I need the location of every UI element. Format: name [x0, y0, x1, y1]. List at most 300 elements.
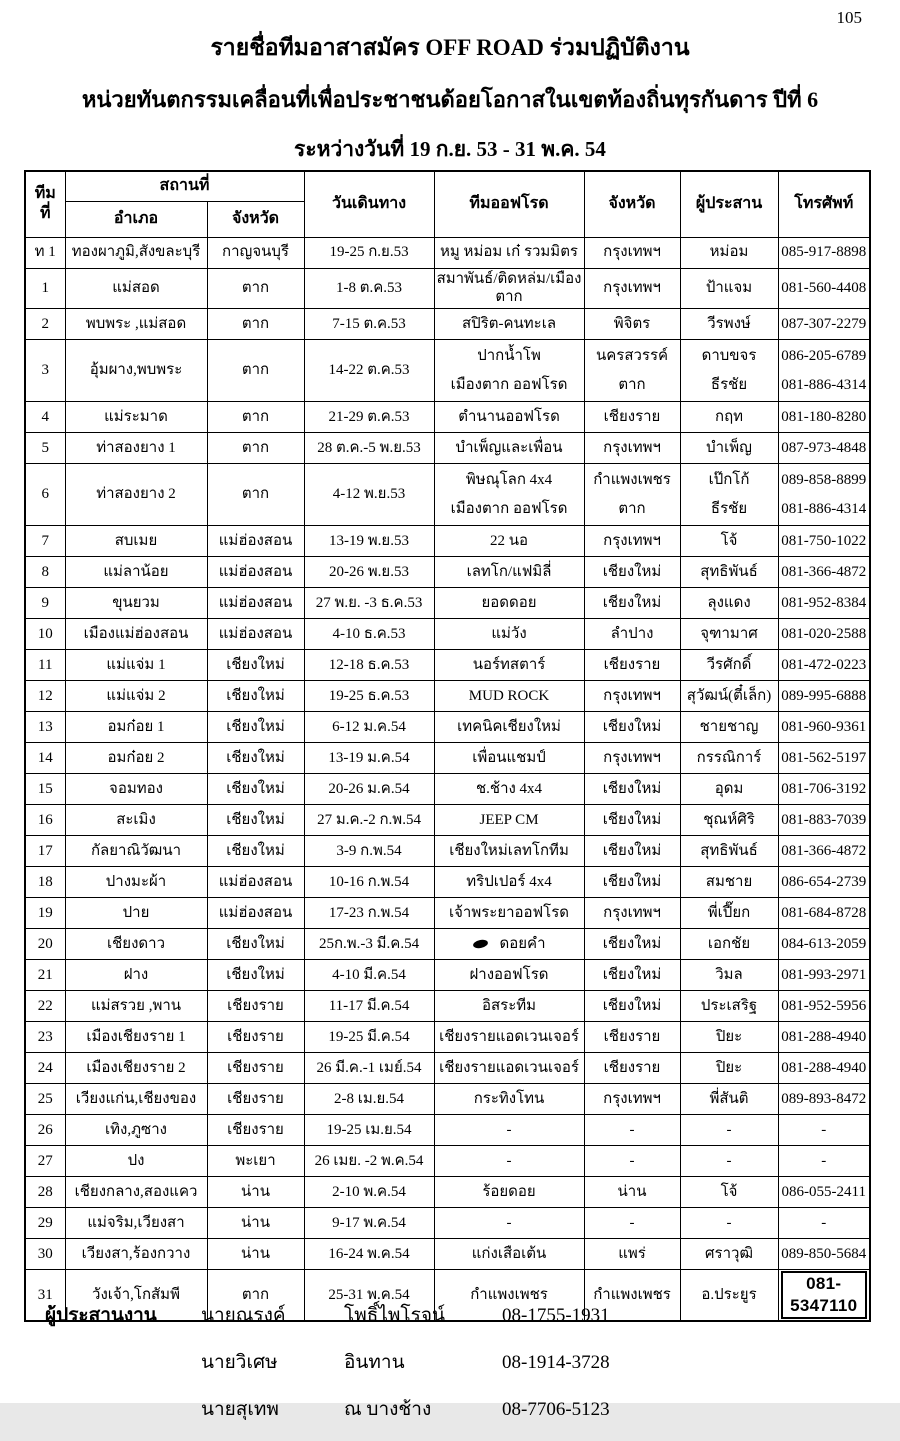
cell-date — [304, 650, 434, 681]
cell-changwat — [207, 1146, 304, 1177]
cell-amphoe — [65, 650, 207, 681]
table-row — [25, 268, 870, 309]
table-row — [25, 1146, 870, 1177]
cell-changwat — [207, 309, 304, 340]
table-row — [25, 898, 870, 929]
cell-line: เป๊กโก้ — [708, 472, 750, 488]
cell-value: เชียงใหม่ — [602, 935, 662, 952]
title-line-2: หน่วยทันตกรรมเคลื่อนที่เพื่อประชาชนด้อยโอกาสในเขตท้องถิ่นทุรกันดาร ปีที่ 6 — [81, 87, 819, 112]
cell-value: แม่ฮ่องสอน — [218, 904, 293, 921]
cell-no — [25, 805, 65, 836]
cell-value: 089-850-5684 — [781, 1245, 867, 1262]
cell-changwat — [207, 340, 304, 402]
cell-value: 21 — [37, 966, 53, 983]
cell-coordinator — [680, 1022, 778, 1053]
cell-value: เวียงสา,ร้องกวาง — [81, 1245, 191, 1262]
cell-team-province — [584, 237, 680, 268]
cell-value: หมู หม่อม เก๋ รวมมิตร — [440, 244, 578, 261]
table-row — [25, 681, 870, 712]
cell-value: หม่อม — [709, 244, 749, 261]
cell-date — [304, 619, 434, 650]
cell-value: น่าน — [241, 1245, 270, 1262]
cell-phone — [778, 464, 870, 526]
cell-phone — [778, 712, 870, 743]
cell-value: แม่ฮ่องสอน — [218, 594, 293, 611]
cell-value: 081-366-4872 — [781, 842, 867, 859]
cell-amphoe — [65, 237, 207, 268]
cell-team-province — [584, 588, 680, 619]
cell-line: ตาก — [618, 500, 646, 517]
cell-team — [434, 464, 584, 526]
contact-phone: 08-7706-5123 — [502, 1399, 610, 1420]
cell-value: 081-288-4940 — [781, 1059, 867, 1076]
cell-amphoe — [65, 433, 207, 464]
cell-value: พะเยา — [235, 1152, 276, 1169]
contact-name: นายณรงค์ — [201, 1305, 286, 1326]
cell-amphoe — [65, 1177, 207, 1208]
cell-value: 13-19 พ.ย.53 — [329, 532, 409, 549]
cell-value: 19-25 เม.ย.54 — [326, 1121, 412, 1138]
cell-no — [25, 402, 65, 433]
cell-value: เชียงใหม่เลทโกทีม — [449, 842, 569, 859]
cell-value: 8 — [41, 563, 49, 580]
cell-value: เชียงใหม่ — [602, 594, 662, 611]
cell-coordinator — [680, 464, 778, 526]
cell-team-province — [584, 681, 680, 712]
cell-value: 19-25 ก.ย.53 — [329, 244, 409, 261]
cell-value: 081-750-1022 — [781, 532, 867, 549]
cell-value: ลุงแดง — [707, 594, 751, 611]
table-row — [25, 712, 870, 743]
header-phone: โทรศัพท์ — [778, 171, 870, 237]
cell-phone — [778, 1115, 870, 1146]
cell-value: 29 — [37, 1214, 53, 1231]
footer-row — [45, 1300, 610, 1330]
cell-value: 19-25 มี.ค.54 — [328, 1028, 410, 1045]
cell-changwat — [207, 526, 304, 557]
cell-team — [434, 712, 584, 743]
cell-value: - — [726, 1152, 732, 1169]
cell-value: 6-12 ม.ค.54 — [332, 718, 406, 735]
cell-value: 2-10 พ.ค.54 — [332, 1183, 406, 1200]
table-row — [25, 340, 870, 402]
table-row — [25, 402, 870, 433]
cell-value: 14-22 ต.ค.53 — [328, 362, 410, 379]
table-row — [25, 774, 870, 805]
cell-coordinator — [680, 309, 778, 340]
ink-blob-mark — [472, 939, 488, 950]
cell-team — [434, 1208, 584, 1239]
cell-value: อุ้มผาง,พบพระ — [89, 362, 183, 379]
cell-changwat — [207, 991, 304, 1022]
contact-phone: 08-1914-3728 — [502, 1352, 610, 1373]
cell-value: 24 — [37, 1059, 53, 1076]
cell-value: กฤท — [714, 408, 744, 425]
cell-team-province — [584, 774, 680, 805]
cell-value: เชียงใหม่ — [226, 935, 285, 952]
cell-value: แม่สรวย ,พาน — [90, 997, 182, 1014]
cell-value: ตาก — [241, 439, 270, 456]
table-header — [25, 171, 870, 237]
cell-no — [25, 526, 65, 557]
cell-date — [304, 743, 434, 774]
cell-value: 23 — [37, 1028, 53, 1045]
cell-team-province — [584, 464, 680, 526]
cell-team — [434, 402, 584, 433]
cell-team-province — [584, 836, 680, 867]
cell-no — [25, 712, 65, 743]
cell-phone — [778, 650, 870, 681]
cell-value: แพร่ — [618, 1245, 646, 1262]
cell-value: วังเจ้า,โกสัมพี — [92, 1286, 180, 1303]
cell-value: ยอดดอย — [481, 594, 537, 611]
cell-date — [304, 402, 434, 433]
cell-value: แม่ฮ่องสอน — [218, 873, 293, 890]
cell-team — [434, 588, 584, 619]
cell-value: 10 — [37, 625, 53, 642]
table-row — [25, 960, 870, 991]
cell-phone — [778, 526, 870, 557]
cell-value: 081-706-3192 — [781, 780, 867, 797]
cell-coordinator — [680, 991, 778, 1022]
cell-value: ท่าสองยาง 2 — [96, 486, 176, 503]
table-row — [25, 1115, 870, 1146]
cell-coordinator — [680, 433, 778, 464]
cell-value: 081-993-2971 — [781, 966, 867, 983]
cell-value: เชียงใหม่ — [226, 966, 285, 983]
cell-value: วีรศักดิ์ — [706, 656, 752, 673]
cell-team-province — [584, 960, 680, 991]
cell-value: แม่ลาน้อย — [103, 563, 169, 580]
table-row — [25, 929, 870, 960]
cell-date — [304, 929, 434, 960]
cell-team-province — [584, 433, 680, 464]
cell-value: - — [821, 1152, 827, 1169]
cell-value: ทองผาภูมิ,สังขละบุรี — [71, 244, 201, 261]
cell-team-province — [584, 1084, 680, 1115]
table-row — [25, 1053, 870, 1084]
cell-value: ประเสริฐ — [700, 997, 758, 1014]
cell-changwat — [207, 464, 304, 526]
cell-no — [25, 991, 65, 1022]
cell-value: - — [726, 1214, 732, 1231]
cell-coordinator — [680, 805, 778, 836]
cell-changwat — [207, 836, 304, 867]
cell-line: 081-886-4314 — [781, 500, 867, 517]
cell-value: 20-26 ม.ค.54 — [328, 780, 410, 797]
cell-team — [434, 619, 584, 650]
cell-phone — [778, 268, 870, 309]
cell-value: ชายชาญ — [699, 718, 759, 735]
contact-name: นายสุเทพ — [201, 1399, 279, 1420]
cell-team-province — [584, 650, 680, 681]
cell-value: ตาก — [241, 1286, 270, 1303]
cell-value: จอมทอง — [109, 780, 163, 797]
header-amphoe: อำเภอ — [65, 201, 207, 237]
cell-team-province — [584, 991, 680, 1022]
cell-value: 27 — [37, 1152, 53, 1169]
cell-coordinator — [680, 743, 778, 774]
cell-value: เอกชัย — [707, 935, 751, 952]
cell-value: สุทธิพันธ์ — [700, 563, 758, 580]
cell-changwat — [207, 712, 304, 743]
cell-changwat — [207, 588, 304, 619]
cell-team-province — [584, 619, 680, 650]
cell-coordinator — [680, 557, 778, 588]
footer-row — [45, 1347, 610, 1377]
cell-value: เชียงใหม่ — [226, 749, 285, 766]
cell-amphoe — [65, 681, 207, 712]
cell-value: ลำปาง — [610, 625, 654, 642]
cell-value: กรุงเทพฯ — [603, 279, 661, 296]
cell-value: ดอยคำ — [499, 935, 546, 952]
cell-amphoe — [65, 268, 207, 309]
cell-phone — [778, 1177, 870, 1208]
cell-phone — [778, 402, 870, 433]
cell-line: ธีรชัย — [710, 376, 748, 393]
cell-no — [25, 929, 65, 960]
cell-amphoe — [65, 1084, 207, 1115]
cell-value: 3-9 ก.พ.54 — [336, 842, 402, 859]
cell-changwat — [207, 650, 304, 681]
cell-coordinator — [680, 681, 778, 712]
cell-value: สุวัฒน์(ตี๋เล็ก) — [686, 687, 772, 704]
header-team-no — [25, 171, 65, 237]
cell-value: เชียงใหม่ — [226, 687, 285, 704]
cell-line: กำแพงเพชร — [593, 472, 671, 488]
cell-value: แม่แจ่ม 1 — [106, 656, 166, 673]
cell-value: อิสระทีม — [481, 997, 537, 1014]
cell-changwat — [207, 268, 304, 309]
cell-amphoe — [65, 1053, 207, 1084]
cell-value: เชียงใหม่ — [226, 718, 285, 735]
cell-value: กรุงเทพฯ — [603, 687, 661, 704]
title-block — [0, 0, 900, 166]
cell-no — [25, 1115, 65, 1146]
cell-value: 9-17 พ.ค.54 — [332, 1214, 406, 1231]
cell-date — [304, 960, 434, 991]
title-line-1: รายชื่อทีมอาสาสมัคร OFF ROAD ร่วมปฏิบัติงาน — [210, 35, 690, 60]
cell-amphoe — [65, 402, 207, 433]
cell-team — [434, 960, 584, 991]
cell-phone — [778, 991, 870, 1022]
cell-date — [304, 526, 434, 557]
cell-value: เวียงแก่น,เชียงของ — [75, 1090, 197, 1107]
cell-phone — [778, 433, 870, 464]
cell-value: กรุงเทพฯ — [603, 244, 661, 261]
cell-changwat — [207, 929, 304, 960]
cell-changwat — [207, 743, 304, 774]
cell-value: 081-020-2588 — [781, 625, 867, 642]
cell-value: - — [506, 1152, 512, 1169]
cell-phone — [778, 836, 870, 867]
cell-value: น่าน — [617, 1183, 647, 1200]
cell-value: กำแพงเพชร — [593, 1286, 671, 1303]
cell-no — [25, 1084, 65, 1115]
cell-value: ชุณห์ศิริ — [703, 811, 755, 828]
contact-surname: โพธิ์ไพโรจน์ — [344, 1305, 445, 1326]
cell-line: เมืองตาก ออฟโรด — [450, 500, 568, 517]
cell-amphoe — [65, 1208, 207, 1239]
cell-no — [25, 1239, 65, 1270]
cell-line: ดาบขจร — [701, 348, 757, 364]
cell-value: เชียงดาว — [106, 935, 165, 952]
cell-value: ตาก — [241, 408, 270, 425]
cell-no — [25, 960, 65, 991]
cell-value: ศราวุฒิ — [705, 1245, 753, 1262]
cell-coordinator — [680, 1053, 778, 1084]
cell-line: ธีรชัย — [710, 500, 748, 517]
cell-changwat — [207, 898, 304, 929]
cell-value: อมก๋อย 2 — [107, 749, 165, 766]
cell-date — [304, 1177, 434, 1208]
cell-date — [304, 557, 434, 588]
table-row — [25, 1208, 870, 1239]
cell-value: 081-952-8384 — [781, 594, 867, 611]
cell-value: แม่วัง — [491, 625, 527, 642]
cell-team-province — [584, 526, 680, 557]
table-row — [25, 619, 870, 650]
cell-value: สปิริต-คนทะเล — [462, 315, 557, 332]
cell-team — [434, 991, 584, 1022]
cell-team — [434, 898, 584, 929]
cell-phone — [778, 309, 870, 340]
cell-team-province — [584, 1146, 680, 1177]
cell-line: พิษณุโลก 4x4 — [465, 472, 553, 488]
cell-value: เชียงใหม่ — [226, 842, 285, 859]
cell-value: ทริปเปอร์ 4x4 — [466, 873, 552, 890]
cell-value: พี่สันติ — [709, 1090, 749, 1107]
cell-value: 27 ม.ค.-2 ก.พ.54 — [317, 811, 421, 828]
cell-amphoe — [65, 1146, 207, 1177]
cell-value: ช.ช้าง 4x4 — [475, 780, 543, 797]
cell-value: 31 — [37, 1286, 53, 1303]
cell-value: 084-613-2059 — [781, 935, 867, 952]
cell-phone — [778, 681, 870, 712]
cell-value: MUD ROCK — [468, 687, 550, 704]
cell-phone — [778, 867, 870, 898]
cell-coordinator — [680, 1270, 778, 1322]
cell-coordinator — [680, 1146, 778, 1177]
cell-value: ตำนานออฟโรด — [458, 408, 560, 425]
cell-value: พิจิตร — [613, 315, 651, 332]
cell-no — [25, 433, 65, 464]
cell-phone — [778, 1270, 870, 1322]
cell-value: เทคนิคเชียงใหม่ — [457, 718, 561, 735]
cell-value: - — [629, 1121, 635, 1138]
cell-value: เชียงราย — [603, 1028, 661, 1045]
cell-phone — [778, 743, 870, 774]
cell-value: 3 — [41, 362, 49, 379]
cell-value: พี่เปี๊ยก — [707, 904, 751, 921]
cell-team-province — [584, 340, 680, 402]
cell-value: เมืองเชียงราย 1 — [86, 1028, 186, 1045]
cell-team — [434, 836, 584, 867]
cell-value: 4-10 ธ.ค.53 — [332, 625, 406, 642]
cell-value: วิมล — [715, 966, 743, 983]
cell-team-province — [584, 1177, 680, 1208]
cell-coordinator — [680, 929, 778, 960]
cell-value: เชียงราย — [603, 408, 661, 425]
table-row — [25, 1084, 870, 1115]
cell-coordinator — [680, 836, 778, 867]
cell-team — [434, 743, 584, 774]
cell-value: 081-562-5197 — [781, 749, 867, 766]
cell-value: 11-17 มี.ค.54 — [328, 997, 410, 1014]
header-province: จังหวัด — [584, 171, 680, 237]
cell-coordinator — [680, 402, 778, 433]
cell-value: เชียงใหม่ — [602, 811, 662, 828]
cell-value: วีรพงษ์ — [707, 315, 751, 332]
cell-date — [304, 309, 434, 340]
cell-line: 089-858-8899 — [781, 472, 867, 488]
cell-value: 19-25 ธ.ค.53 — [328, 687, 410, 704]
cell-value: เชียงราย — [603, 656, 661, 673]
cell-phone — [778, 929, 870, 960]
cell-value: 16 — [37, 811, 53, 828]
cell-date — [304, 237, 434, 268]
cell-value: 6 — [41, 486, 49, 503]
cell-value: แม่จริม,เวียงสา — [87, 1214, 185, 1231]
cell-no — [25, 309, 65, 340]
title-line-3: ระหว่างวันที่ 19 ก.ย. 53 - 31 พ.ค. 54 — [294, 137, 606, 161]
cell-value: 16-24 พ.ค.54 — [328, 1245, 410, 1262]
coordinators-footer — [45, 1300, 610, 1441]
cell-value: กรุงเทพฯ — [603, 749, 661, 766]
cell-team — [434, 433, 584, 464]
header-offroad-team: ทีมออฟโรด — [434, 171, 584, 237]
cell-value: 15 — [37, 780, 53, 797]
cell-changwat — [207, 774, 304, 805]
table-row — [25, 805, 870, 836]
cell-value: 1-8 ต.ค.53 — [336, 279, 403, 296]
cell-team-province — [584, 1115, 680, 1146]
table-row — [25, 309, 870, 340]
cell-value: บำเพ็ญ — [706, 439, 752, 456]
cell-phone — [778, 237, 870, 268]
cell-changwat — [207, 619, 304, 650]
cell-changwat — [207, 1115, 304, 1146]
cell-team-province — [584, 743, 680, 774]
cell-amphoe — [65, 557, 207, 588]
cell-amphoe — [65, 588, 207, 619]
cell-amphoe — [65, 1115, 207, 1146]
cell-no — [25, 1022, 65, 1053]
cell-value: 081-960-9361 — [781, 718, 867, 735]
cell-value: แก่งเสือเต้น — [471, 1245, 547, 1262]
cell-phone — [778, 898, 870, 929]
cell-value: เชียงราย — [227, 1028, 284, 1045]
cell-team — [434, 1084, 584, 1115]
cell-value: ขุนยวม — [112, 594, 160, 611]
cell-value: น่าน — [241, 1214, 270, 1231]
cell-date — [304, 1239, 434, 1270]
cell-changwat — [207, 402, 304, 433]
cell-changwat — [207, 1084, 304, 1115]
cell-team-province — [584, 712, 680, 743]
cell-team — [434, 237, 584, 268]
cell-date — [304, 681, 434, 712]
cell-value: เจ้าพระยาออฟโรด — [448, 904, 570, 921]
cell-value: 11 — [38, 656, 53, 673]
cell-value: ปง — [127, 1152, 145, 1169]
cell-team — [434, 340, 584, 402]
cell-no — [25, 743, 65, 774]
cell-amphoe — [65, 929, 207, 960]
table-row — [25, 991, 870, 1022]
cell-value: 26 — [37, 1121, 53, 1138]
cell-value: 19 — [37, 904, 53, 921]
